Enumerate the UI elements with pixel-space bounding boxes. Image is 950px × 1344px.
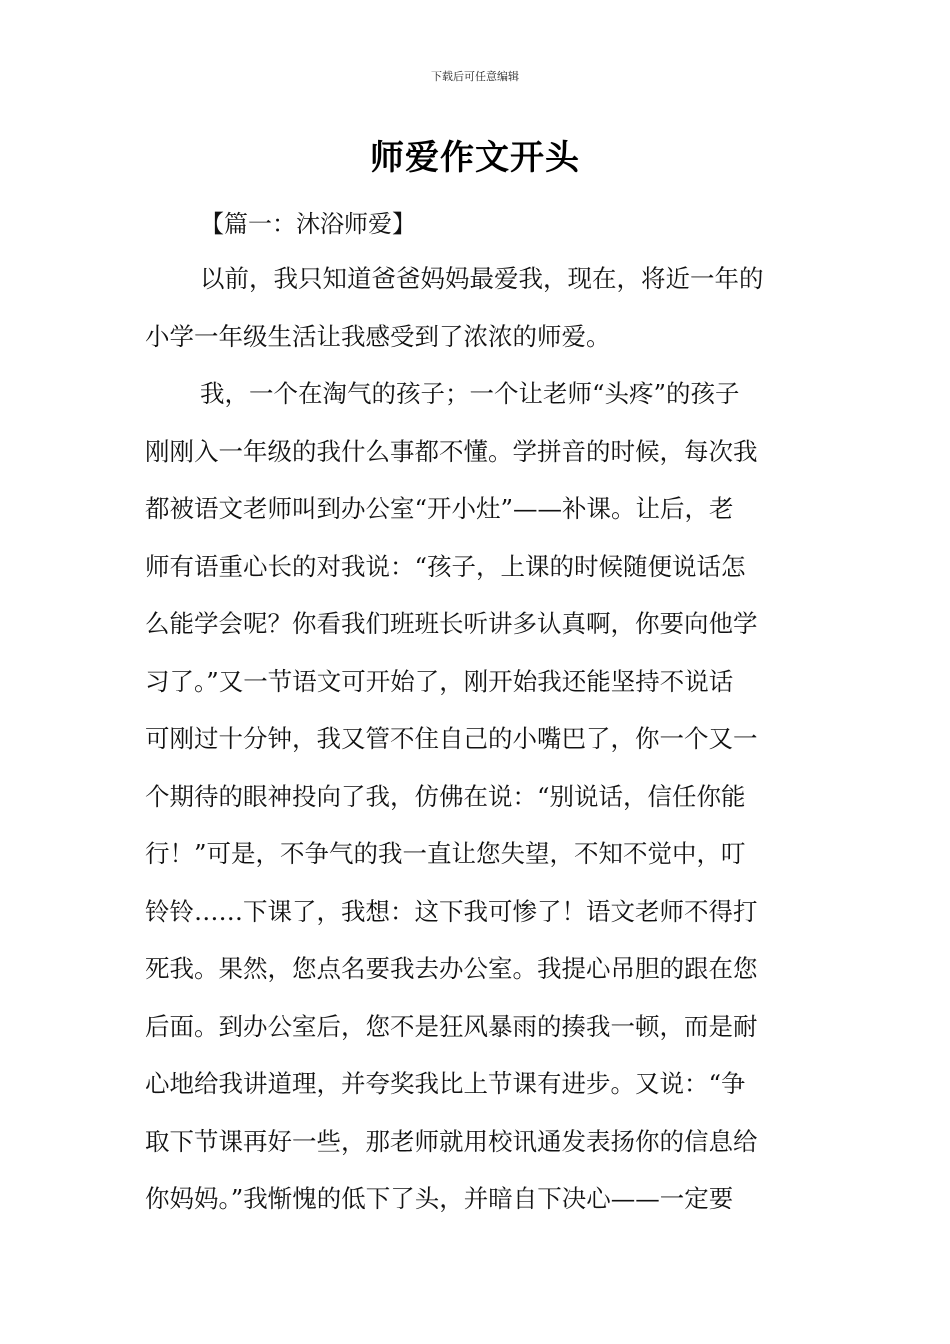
section-heading: 【篇一：沐浴师爱】: [200, 210, 416, 238]
paragraph-2-line: 铃铃……下课了，我想：这下我可惨了！语文老师不得打: [145, 896, 758, 926]
paragraph-2-line: 可刚过十分钟，我又管不住自己的小嘴巴了，你一个又一: [145, 724, 758, 753]
paragraph-1-line: 小学一年级生活让我感受到了浓浓的师爱。: [145, 321, 611, 351]
paragraph-2-line: 师有语重心长的对我说：“孩子，上课的时候随便说话怎: [145, 551, 746, 581]
paragraph-2-line: 死我。果然，您点名要我去办公室。我提心吊胆的跟在您: [145, 954, 758, 983]
document-body: [145, 259, 810, 1237]
paragraph-2-line: 刚刚入一年级的我什么事都不懂。学拼音的时候，每次我: [145, 436, 758, 466]
paragraph-2-line: 取下节课再好一些，那老师就用校讯通发表扬你的信息给: [145, 1126, 758, 1156]
paragraph-2-line: 习了。”又一节语文可开始了，刚开始我还能坚持不说话: [145, 666, 734, 696]
paragraph-2-line: 个期待的眼神投向了我，仿佛在说：“别说话，信任你能: [145, 781, 746, 811]
paragraph-2-line: 你妈妈。”我惭愧的低下了头，并暗自下决心——一定要: [145, 1184, 734, 1213]
paragraph-2-line: 我，一个在淘气的孩子；一个让老师“头疼”的孩子: [200, 379, 740, 408]
paragraph-2-line: 后面。到办公室后，您不是狂风暴雨的揍我一顿，而是耐: [145, 1011, 758, 1041]
paragraph-2-line: 么能学会呢？你看我们班班长听讲多认真啊，你要向他学: [145, 609, 758, 638]
paragraph-2-line: 都被语文老师叫到办公室“开小灶”——补课。让后，老: [145, 494, 734, 523]
page-title: 师爱作文开头: [370, 138, 580, 178]
paragraph-2-line: 心地给我讲道理，并夸奖我比上节课有进步。又说：“争: [145, 1069, 746, 1098]
paragraph-1-line: 以前，我只知道爸爸妈妈最爱我，现在，将近一年的: [200, 264, 764, 293]
header-note: 下载后可任意编辑: [431, 70, 519, 83]
paragraph-2-line: 行！”可是，不争气的我一直让您失望，不知不觉中，叮: [145, 839, 746, 868]
